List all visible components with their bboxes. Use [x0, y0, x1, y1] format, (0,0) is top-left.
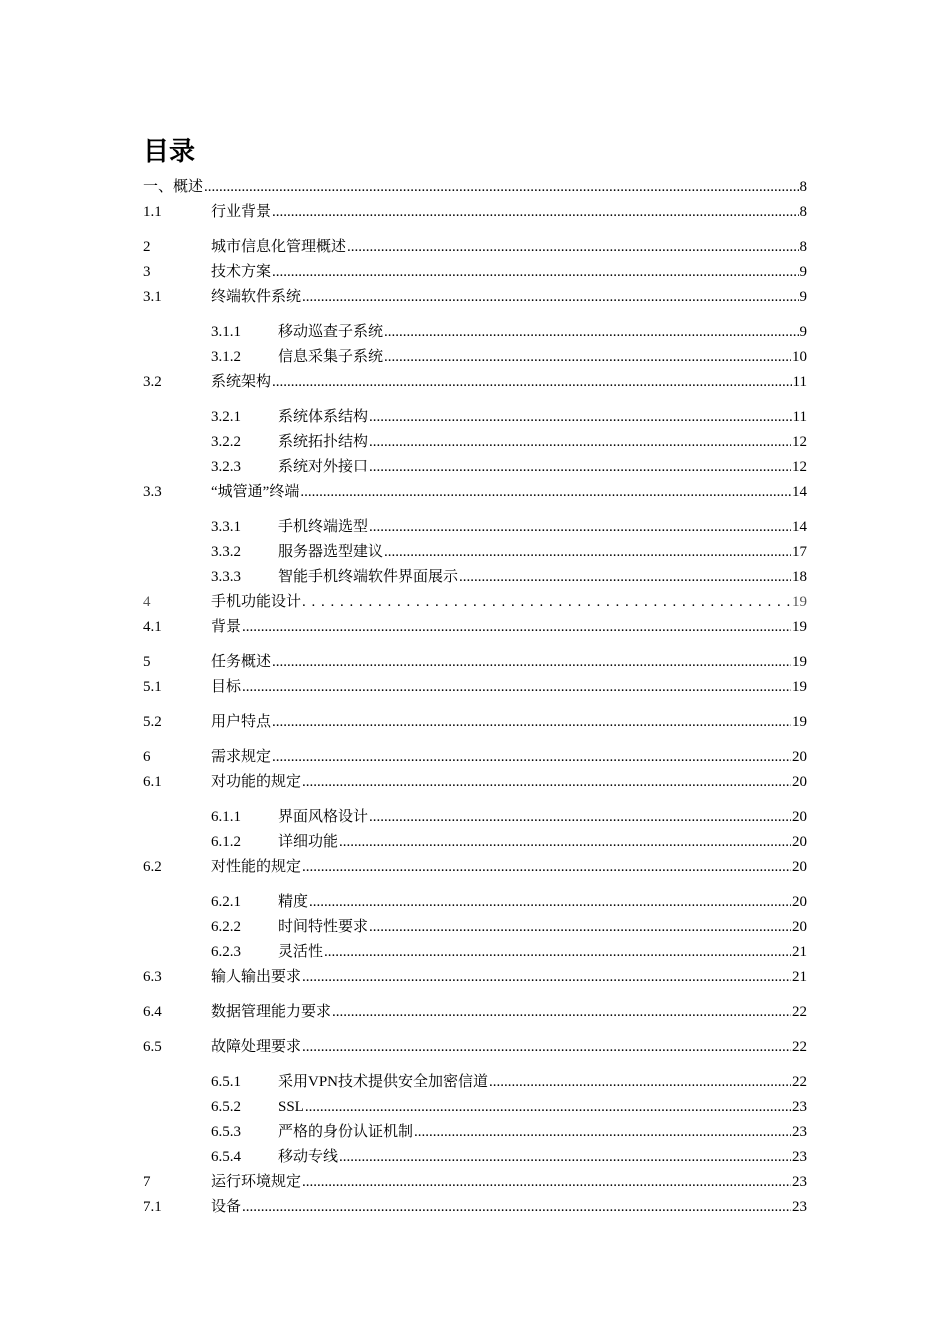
toc-entry[interactable]	[143, 567, 807, 587]
toc-entry-number: 6.2.2	[211, 919, 241, 935]
toc-entry-label: 信息采集子系统	[278, 349, 384, 365]
toc-entry[interactable]	[143, 917, 807, 937]
toc-dot-leader	[339, 1147, 791, 1167]
toc-entry-number: 6.3	[143, 969, 162, 985]
toc-entry-label: SSL	[278, 1099, 304, 1115]
toc-entry-label: 系统体系结构	[278, 409, 369, 425]
toc-dot-leader	[272, 372, 792, 392]
toc-entry[interactable]	[143, 1002, 807, 1022]
toc-entry-number: 3.3	[143, 484, 162, 500]
toc-entry-label: 系统架构	[211, 374, 272, 390]
toc-page-number: 19	[792, 654, 807, 670]
toc-entry-number: 2	[143, 239, 151, 255]
toc-entry-label: 对性能的规定	[211, 859, 302, 875]
toc-page-number: 19	[792, 679, 807, 695]
toc-dot-leader	[302, 592, 791, 612]
toc-entry[interactable]	[143, 262, 807, 282]
toc-entry-number: 6.2.3	[211, 944, 241, 960]
toc-dot-leader	[302, 287, 798, 307]
toc-entry[interactable]	[143, 1147, 807, 1167]
toc-page-number: 18	[792, 569, 807, 585]
toc-entry[interactable]	[143, 747, 807, 767]
toc-dot-leader	[384, 347, 791, 367]
toc-entry-number: 3.3.3	[211, 569, 241, 585]
toc-entry[interactable]	[143, 942, 807, 962]
toc-page-number: 10	[792, 349, 807, 365]
toc-dot-leader	[272, 747, 791, 767]
toc-entry-label: 移动巡查子系统	[278, 324, 384, 340]
toc-page-number: 20	[792, 774, 807, 790]
toc-dot-leader	[369, 457, 791, 477]
toc-entry-number: 3.3.1	[211, 519, 241, 535]
toc-entry[interactable]	[143, 892, 807, 912]
toc-entry-number: 6.2.1	[211, 894, 241, 910]
toc-entry-label: 设备	[211, 1199, 242, 1215]
toc-entry-label: 用户特点	[211, 714, 272, 730]
toc-dot-leader	[339, 832, 791, 852]
toc-entry[interactable]	[143, 832, 807, 852]
toc-entry-number: 7	[143, 1174, 151, 1190]
toc-entry[interactable]	[143, 1037, 807, 1057]
toc-entry[interactable]	[143, 542, 807, 562]
toc-entry-label: 灵活性	[278, 944, 324, 960]
toc-entry[interactable]	[143, 677, 807, 697]
toc-entry-number: 6.1.2	[211, 834, 241, 850]
toc-page-number: 23	[792, 1149, 807, 1165]
toc-entry-label: 手机功能设计	[211, 594, 302, 610]
toc-entry-label: 技术方案	[211, 264, 272, 280]
toc-dot-leader	[272, 712, 791, 732]
toc-entry-number: 6.1	[143, 774, 162, 790]
toc-page-number: 17	[792, 544, 807, 560]
toc-entry[interactable]	[143, 652, 807, 672]
toc-dot-leader	[489, 1072, 791, 1092]
toc-entry[interactable]	[143, 457, 807, 477]
toc-entry[interactable]	[143, 617, 807, 637]
toc-entry[interactable]	[143, 967, 807, 987]
toc-page-number: 21	[792, 969, 807, 985]
toc-entry-label: 智能手机终端软件界面展示	[278, 569, 459, 585]
toc-entry[interactable]	[143, 1097, 807, 1117]
toc-dot-leader	[324, 942, 791, 962]
toc-entry[interactable]	[143, 372, 807, 392]
toc-page-number: 22	[792, 1004, 807, 1020]
toc-page-number: 20	[792, 834, 807, 850]
toc-page-number: 23	[792, 1099, 807, 1115]
toc-entry[interactable]	[143, 1172, 807, 1192]
toc-page-number: 19	[792, 714, 807, 730]
toc-dot-leader	[384, 542, 791, 562]
toc-dot-leader	[272, 262, 798, 282]
toc-dot-leader	[414, 1122, 791, 1142]
toc-entry-label: 终端软件系统	[211, 289, 302, 305]
toc-entry-number: 3.1	[143, 289, 162, 305]
toc-entry-label: “城管通”终端	[211, 484, 300, 500]
toc-entry-number: 6.1.1	[211, 809, 241, 825]
toc-dot-leader	[302, 857, 791, 877]
toc-dot-leader	[369, 407, 792, 427]
toc-entry-label: 手机终端选型	[278, 519, 369, 535]
toc-entry-number: 6.5	[143, 1039, 162, 1055]
toc-page-number: 20	[792, 894, 807, 910]
toc-dot-leader	[272, 652, 791, 672]
toc-page-number: 21	[792, 944, 807, 960]
toc-entry-number: 3.3.2	[211, 544, 241, 560]
toc-entry[interactable]	[143, 517, 807, 537]
toc-page-number: 12	[792, 434, 807, 450]
toc-dot-leader	[369, 432, 791, 452]
toc-entry[interactable]	[143, 287, 807, 307]
toc-dot-leader	[302, 1172, 791, 1192]
toc-entry-number: 1.1	[143, 204, 162, 220]
toc-entry-number: 3.2.2	[211, 434, 241, 450]
toc-dot-leader	[309, 892, 791, 912]
toc-entry-label: 移动专线	[278, 1149, 339, 1165]
toc-dot-leader	[272, 202, 798, 222]
toc-entry-number: 7.1	[143, 1199, 162, 1215]
toc-title: 目录	[143, 137, 196, 167]
toc-entry[interactable]	[143, 347, 807, 367]
toc-entry[interactable]	[143, 807, 807, 827]
toc-entry[interactable]	[143, 772, 807, 792]
toc-entry[interactable]	[143, 712, 807, 732]
toc-entry-label: 详细功能	[278, 834, 339, 850]
toc-page-number: 22	[792, 1074, 807, 1090]
toc-dot-leader	[302, 772, 791, 792]
toc-entry-label: 采用VPN技术提供安全加密信道	[278, 1074, 489, 1090]
toc-page-number: 14	[792, 484, 807, 500]
toc-entry-label: 服务器选型建议	[278, 544, 384, 560]
toc-entry-label: 行业背景	[211, 204, 272, 220]
toc-entry[interactable]	[143, 322, 807, 342]
toc-dot-leader	[459, 567, 791, 587]
toc-entry-number: 3.2.1	[211, 409, 241, 425]
toc-entry-number: 6.4	[143, 1004, 162, 1020]
toc-page-number: 23	[792, 1174, 807, 1190]
toc-entry-label: 界面风格设计	[278, 809, 369, 825]
toc-entry[interactable]	[143, 592, 807, 612]
toc-dot-leader	[242, 1197, 791, 1217]
toc-page-number: 20	[792, 919, 807, 935]
toc-page-number: 8	[799, 179, 807, 195]
toc-entry-number: 3.1.1	[211, 324, 241, 340]
toc-entry-label: 严格的身份认证机制	[278, 1124, 414, 1140]
toc-page-number: 9	[799, 289, 807, 305]
toc-page-number: 20	[792, 749, 807, 765]
toc-page-number: 19	[792, 594, 807, 610]
toc-page-number: 20	[792, 809, 807, 825]
toc-entry-number: 3.2	[143, 374, 162, 390]
toc-entry[interactable]	[143, 1122, 807, 1142]
toc-entry-label: 运行环境规定	[211, 1174, 302, 1190]
toc-entry-number: 一、概述	[143, 179, 204, 195]
toc-entry-label: 时间特性要求	[278, 919, 369, 935]
toc-entry-number: 6.2	[143, 859, 162, 875]
toc-entry-label: 输人输出要求	[211, 969, 302, 985]
toc-dot-leader	[302, 1037, 791, 1057]
toc-page-number: 20	[792, 859, 807, 875]
toc-dot-leader	[302, 967, 791, 987]
toc-entry-number: 5	[143, 654, 151, 670]
toc-page-number: 23	[792, 1199, 807, 1215]
toc-entry-label: 目标	[211, 679, 242, 695]
toc-dot-leader	[300, 482, 791, 502]
toc-entry-number: 6.5.3	[211, 1124, 241, 1140]
toc-entry[interactable]	[143, 857, 807, 877]
toc-page-number: 9	[799, 264, 807, 280]
toc-entry[interactable]	[143, 1072, 807, 1092]
toc-entry-number: 3.2.3	[211, 459, 241, 475]
toc-entry[interactable]	[143, 237, 807, 257]
toc-entry[interactable]	[143, 432, 807, 452]
toc-page-number: 23	[792, 1124, 807, 1140]
toc-entry[interactable]	[143, 177, 807, 197]
toc-entry-label: 系统拓扑结构	[278, 434, 369, 450]
toc-entry-number: 6.5.1	[211, 1074, 241, 1090]
toc-page-number: 8	[799, 204, 807, 220]
toc-entry-label: 任务概述	[211, 654, 272, 670]
toc-entry-number: 3.1.2	[211, 349, 241, 365]
toc-entry-label: 背景	[211, 619, 242, 635]
toc-page-number: 22	[792, 1039, 807, 1055]
toc-entry-label: 数据管理能力要求	[211, 1004, 332, 1020]
toc-page-number: 19	[792, 619, 807, 635]
toc-entry-label: 需求规定	[211, 749, 272, 765]
toc-entry-number: 6.5.2	[211, 1099, 241, 1115]
toc-page-number: 12	[792, 459, 807, 475]
toc-dot-leader	[369, 917, 791, 937]
toc-entry-number: 5.2	[143, 714, 162, 730]
toc-dot-leader	[204, 177, 798, 197]
toc-entry-label: 精度	[278, 894, 309, 910]
toc-entry-label: 系统对外接口	[278, 459, 369, 475]
toc-entry-label: 城市信息化管理概述	[211, 239, 347, 255]
toc-page-number: 14	[792, 519, 807, 535]
toc-entry-number: 5.1	[143, 679, 162, 695]
toc-entry-label: 对功能的规定	[211, 774, 302, 790]
toc-page-number: 9	[799, 324, 807, 340]
toc-dot-leader	[347, 237, 798, 257]
toc-dot-leader	[242, 617, 791, 637]
toc-entry-number: 4.1	[143, 619, 162, 635]
toc-entry[interactable]	[143, 202, 807, 222]
toc-dot-leader	[369, 517, 791, 537]
toc-entry[interactable]	[143, 407, 807, 427]
toc-entry-number: 6.5.4	[211, 1149, 241, 1165]
toc-dot-leader	[242, 677, 791, 697]
toc-entry-number: 3	[143, 264, 151, 280]
toc-dot-leader	[332, 1002, 791, 1022]
toc-dot-leader	[384, 322, 798, 342]
toc-entry[interactable]	[143, 1197, 807, 1217]
toc-entry-label: 故障处理要求	[211, 1039, 302, 1055]
toc-dot-leader	[305, 1097, 791, 1117]
toc-dot-leader	[369, 807, 791, 827]
toc-entry-number: 4	[143, 594, 151, 610]
toc-page-number: 11	[792, 409, 807, 425]
toc-page-number: 8	[799, 239, 807, 255]
toc-page-number: 11	[792, 374, 807, 390]
toc-entry-number: 6	[143, 749, 151, 765]
toc-entry[interactable]	[143, 482, 807, 502]
